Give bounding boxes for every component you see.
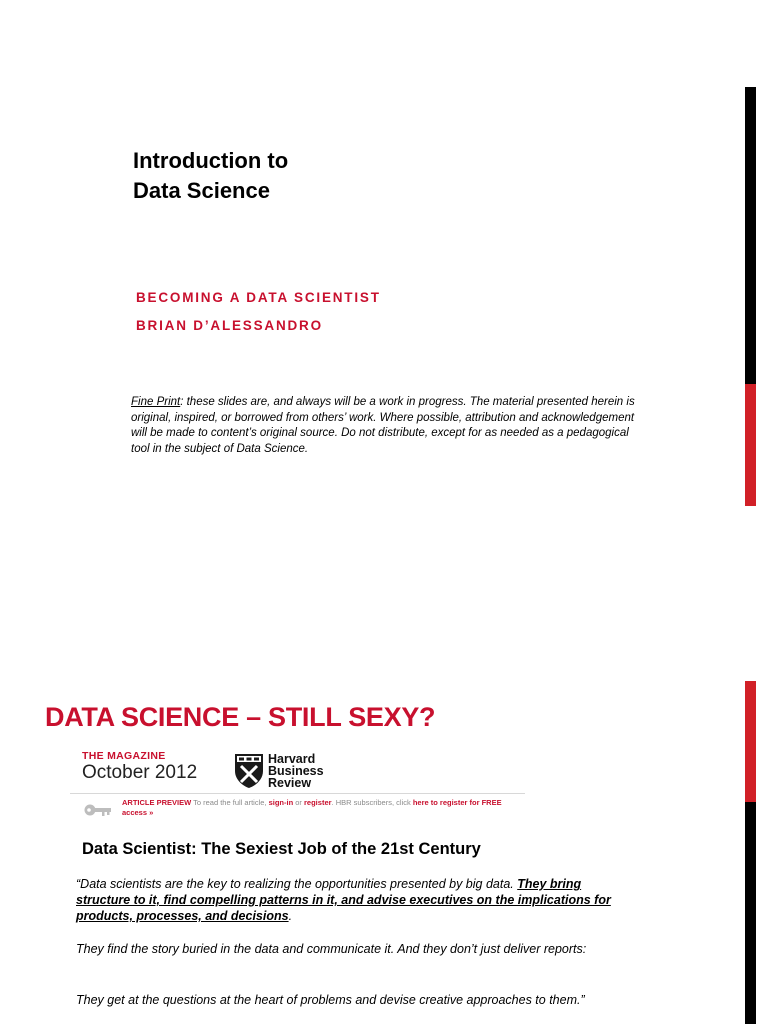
free-access-link[interactable]: here to register for FREE access	[122, 798, 502, 817]
preview-text-part: To read the full article,	[191, 798, 269, 807]
quote-paragraph-3: They get at the questions at the heart of problems and devise creative approaches to them.”	[76, 993, 585, 1007]
fine-print-label: Fine Print	[131, 396, 181, 408]
quote-emphasis: They bring structure to it, find compelling patterns in it, and advise executives on the implications for products, processes, and decisions	[76, 877, 611, 923]
slide-subtitle: BECOMING A DATA SCIENTIST	[136, 290, 381, 305]
hbr-line-2: Business	[268, 764, 324, 778]
side-bar-black	[745, 802, 756, 1024]
hbr-logo-text	[268, 753, 324, 789]
article-preview-text	[122, 798, 527, 818]
side-bar-black	[745, 87, 756, 384]
magazine-date: October 2012	[82, 762, 198, 783]
article-preview-label: ARTICLE PREVIEW	[122, 798, 192, 807]
sign-in-link[interactable]: sign-in	[268, 798, 294, 807]
slide-title	[133, 146, 288, 206]
content-slide	[0, 640, 768, 1024]
chevron-right-icon: »	[147, 808, 154, 817]
title-line-2: Data Science	[133, 178, 270, 203]
preview-text-part: . HBR subscribers, click	[331, 798, 413, 807]
hbr-line-3: Review	[268, 776, 312, 790]
quote-text: “Data scientists are the key to realizing the opportunities presented by big data.	[76, 877, 518, 891]
quote-paragraph-2: They find the story buried in the data and communicate it. And they don’t just deliver reports:	[76, 942, 587, 956]
fine-print	[131, 395, 636, 457]
quote-paragraph-1	[76, 876, 616, 924]
magazine-label: THE MAGAZINE	[82, 750, 166, 762]
preview-text-part: or	[293, 798, 305, 807]
slide-headline: DATA SCIENCE – STILL SEXY?	[45, 702, 436, 732]
side-bar-red	[745, 681, 756, 802]
author-name: BRIAN D’ALESSANDRO	[136, 318, 323, 333]
fine-print-text: : these slides are, and always will be a work in progress. The material presented herein is original, inspired, or borrowed from others’ work. Where possible, attribution and acknowledgement will be made to content’s original source. Do not distribute, except for as needed as a pedagogical tool in the subject of Data Science.	[131, 396, 635, 455]
register-link[interactable]: register	[304, 798, 332, 807]
hbr-shield-icon	[234, 753, 264, 789]
title-line-1: Introduction to	[133, 148, 289, 173]
article-title: Data Scientist: The Sexiest Job of the 21st Century	[82, 840, 481, 858]
side-bar-red	[745, 384, 756, 506]
hbr-line-1: Harvard	[268, 752, 316, 766]
quote-text: .	[288, 909, 293, 923]
key-icon	[84, 802, 112, 818]
